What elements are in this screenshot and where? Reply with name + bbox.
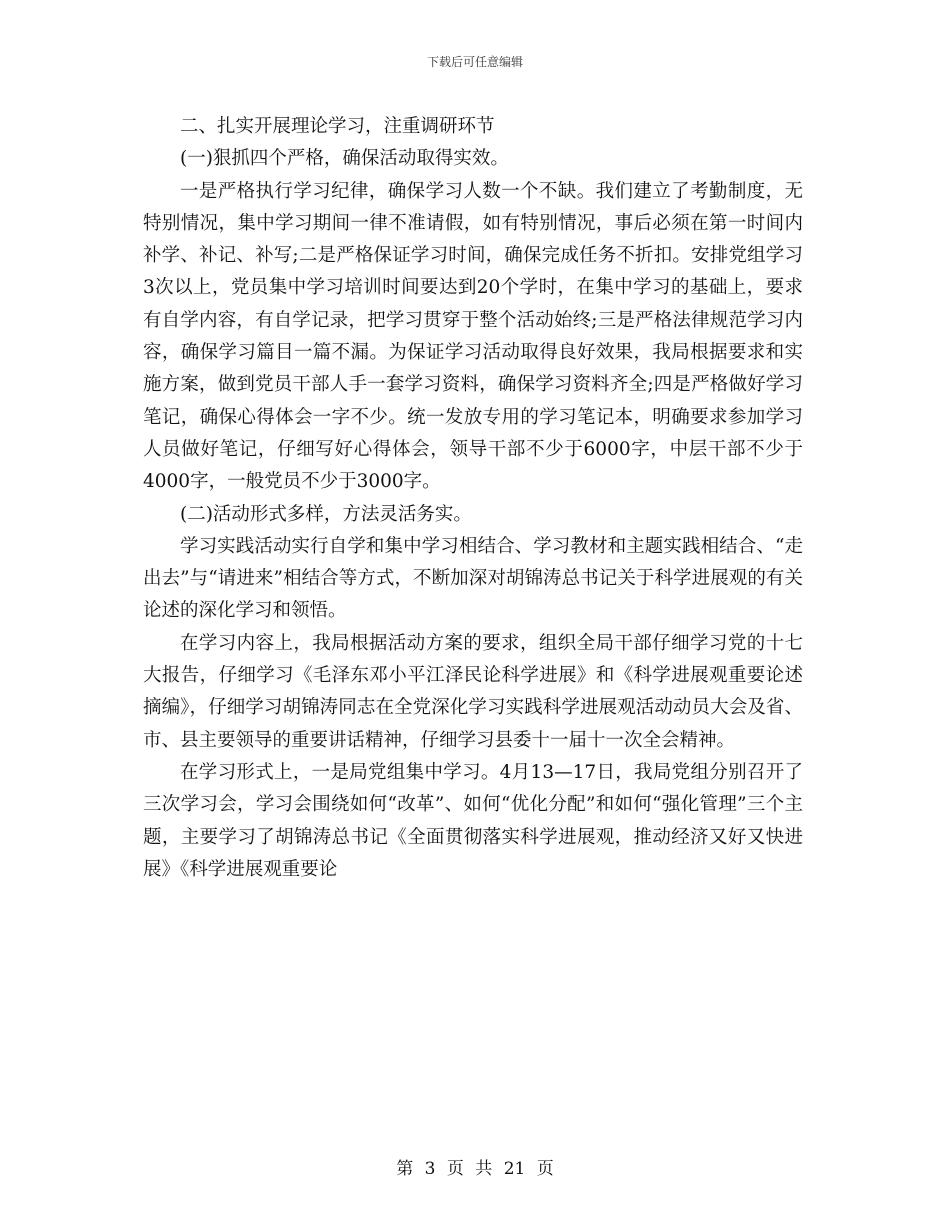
page-header-note: 下载后可任意编辑 bbox=[426, 55, 523, 69]
page-number-footer: 第 3 页 共 21 页 bbox=[396, 1159, 554, 1179]
paragraph-2: 学习实践活动实行自学和集中学习相结合、学习教材和主题实践相结合、“走出去”与“请进来”相结合等方式，不断加深对胡锦涛总书记关于科学进展观的有关论述的深化学习和领悟。 bbox=[143, 535, 803, 622]
paragraph-4: 在学习形式上，一是局党组集中学习。4月13—17日，我局党组分别召开了三次学习会，学习会围绕如何“改革”、如何“优化分配”和如何“强化管理”三个主题，主要学习了胡锦涛总书记《全面贯彻落实科学进展观，推动经济又好又快进展》《科学进展观重要论 bbox=[143, 761, 803, 880]
paragraph-3: 在学习内容上，我局根据活动方案的要求，组织全局干部仔细学习党的十七大报告，仔细学习《毛泽东邓小平江泽民论科学进展》和《科学进展观重要论述摘编》，仔细学习胡锦涛同志在全党深化学习实践科学进展观活动动员大会及省、市、县主要领导的重要讲话精神，仔细学习县委十一届十一次全会精神。 bbox=[143, 632, 803, 751]
section-title: 二、扎实开展理论学习，注重调研环节 bbox=[180, 116, 495, 137]
paragraph-1: 一是严格执行学习纪律，确保学习人数一个不缺。我们建立了考勤制度，无特别情况，集中学习期间一律不准请假，如有特别情况，事后必须在第一时间内补学、补记、补写;二是严格保证学习时间，确保完成任务不折扣。安排党组学习3次以上，党员集中学习培训时间要达到20个学时，在集中学习的基础上，要求有自学内容，有自学记录，把学习贯穿于整个活动始终;三是严格法律规范学习内容，确保学习篇目一篇不漏。为保证学习活动取得良好效果，我局根据要求和实施方案，做到党员干部人手一套学习资料，确保学习资料齐全;四是严格做好学习笔记，确保心得体会一字不少。统一发放专用的学习笔记本，明确要求参加学习人员做好笔记，仔细写好心得体会，领导干部不少于6000字，中层干部不少于4000字，一般党员不少于3000字。 bbox=[143, 180, 803, 493]
document-body bbox=[143, 111, 803, 886]
subsection-title-2: (二)活动形式多样，方法灵活务实。 bbox=[180, 503, 472, 525]
subsection-title-1: (一)狠抓四个严格，确保活动取得实效。 bbox=[180, 148, 509, 170]
